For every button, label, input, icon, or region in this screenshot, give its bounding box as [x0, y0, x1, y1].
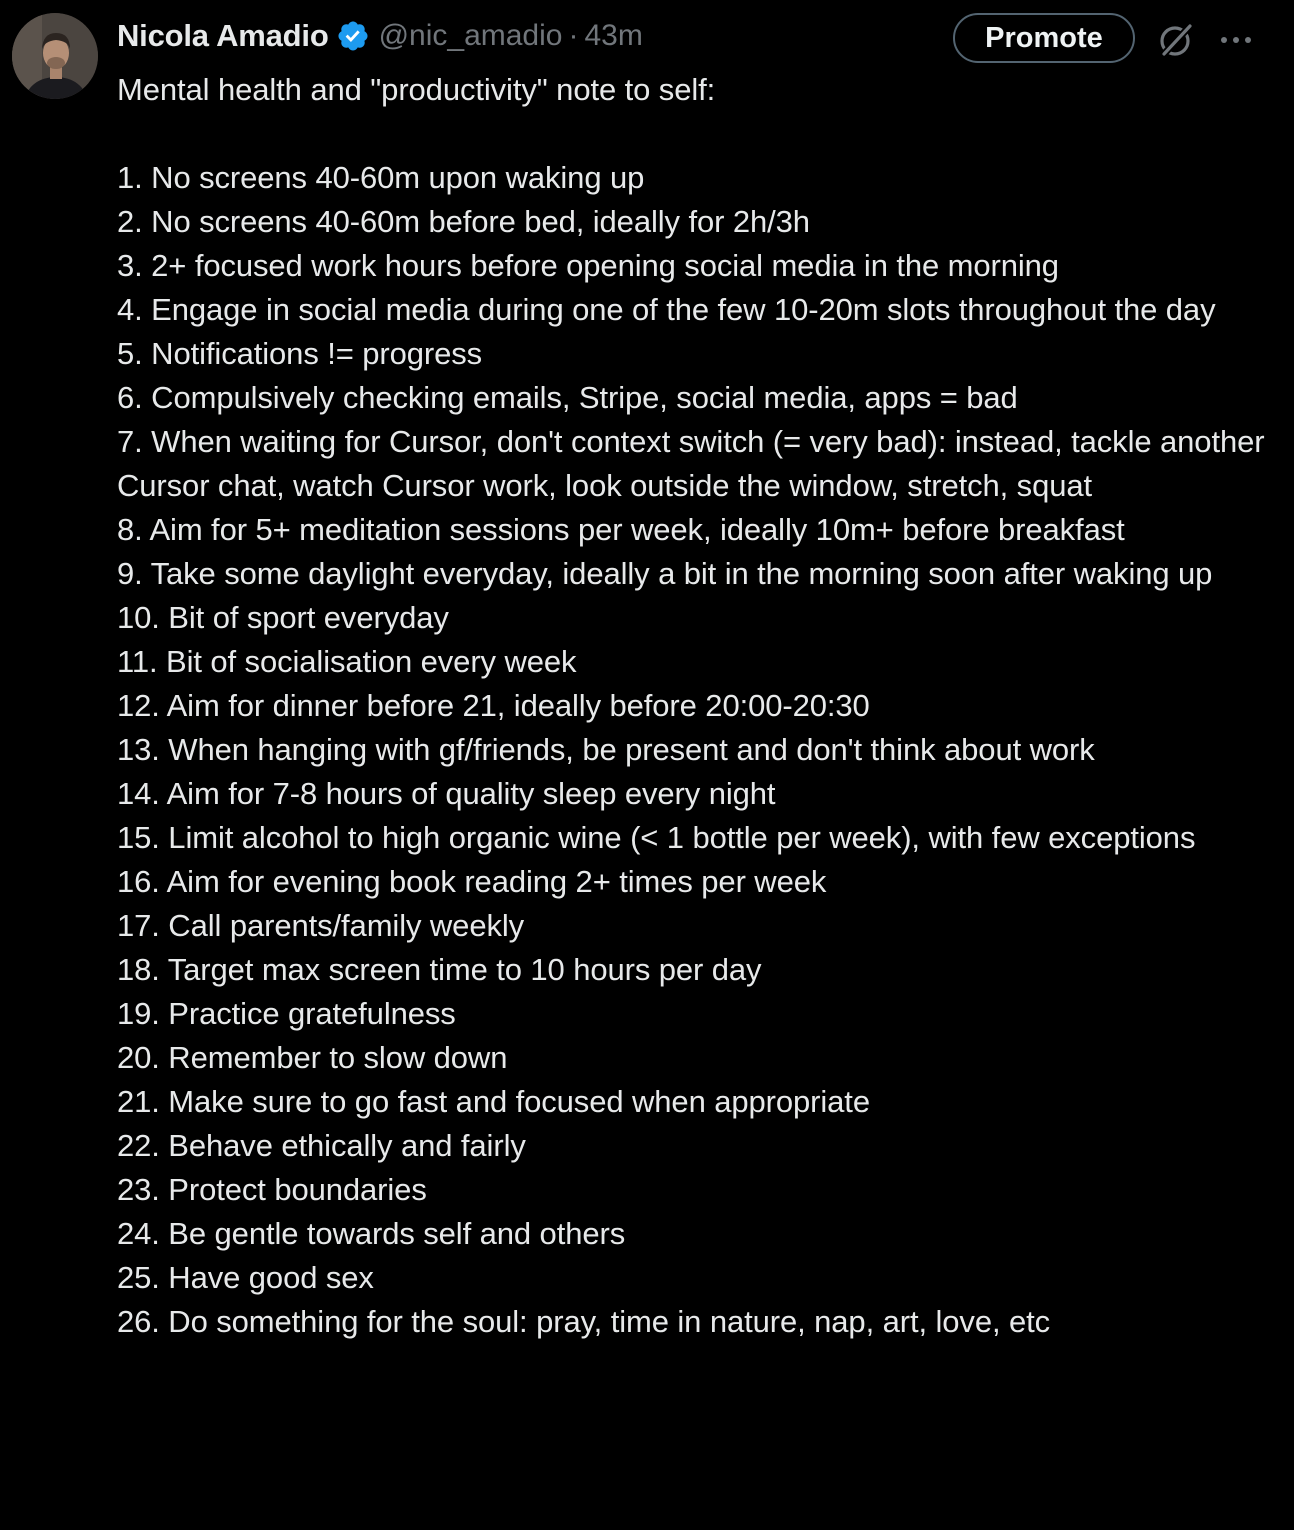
list-item: 9. Take some daylight everyday, ideally a bit in the morning soon after waking up: [117, 556, 1213, 591]
more-icon[interactable]: [1218, 22, 1254, 58]
note-list: [117, 156, 1277, 1344]
list-item: 19. Practice gratefulness: [117, 996, 456, 1031]
display-name[interactable]: Nicola Amadio: [117, 18, 329, 53]
user-handle[interactable]: @nic_amadio: [378, 19, 563, 52]
list-item: 22. Behave ethically and fairly: [117, 1128, 526, 1163]
list-item: 25. Have good sex: [117, 1260, 374, 1295]
grok-icon[interactable]: [1156, 20, 1196, 60]
list-item: 21. Make sure to go fast and focused when appropriate: [117, 1084, 870, 1119]
list-item: 12. Aim for dinner before 21, ideally before 20:00-20:30: [117, 688, 870, 723]
list-item: 8. Aim for 5+ meditation sessions per week, ideally 10m+ before breakfast: [117, 512, 1125, 547]
list-item: 1. No screens 40-60m upon waking up: [117, 160, 645, 195]
header-separator: ·: [568, 19, 579, 52]
list-item: 23. Protect boundaries: [117, 1172, 427, 1207]
list-item: 15. Limit alcohol to high organic wine (< 1 bottle per week), with few exceptions: [117, 820, 1196, 855]
tweet-header: [117, 14, 643, 58]
avatar[interactable]: [12, 13, 98, 99]
list-item: 3. 2+ focused work hours before opening social media in the morning: [117, 248, 1059, 283]
verified-badge-icon: [336, 19, 370, 53]
list-item: 13. When hanging with gf/friends, be present and don't think about work: [117, 732, 1095, 767]
list-item: 10. Bit of sport everyday: [117, 600, 449, 635]
list-item: 2. No screens 40-60m before bed, ideally for 2h/3h: [117, 204, 810, 239]
list-item: 11. Bit of socialisation every week: [117, 644, 577, 679]
tweet-text: [117, 68, 1277, 1344]
list-item: 20. Remember to slow down: [117, 1040, 508, 1075]
promote-button[interactable]: Promote: [953, 13, 1135, 63]
avatar-photo: [12, 13, 98, 99]
list-item: 7. When waiting for Cursor, don't context switch (= very bad): instead, tackle another Cursor chat, watch Cursor work, look outside the window, stretch, squat: [117, 424, 1265, 503]
list-item: 6. Compulsively checking emails, Stripe, social media, apps = bad: [117, 380, 1018, 415]
paragraph-spacer: [117, 112, 1277, 156]
list-item: 5. Notifications != progress: [117, 336, 483, 371]
list-item: 18. Target max screen time to 10 hours per day: [117, 952, 762, 987]
tweet-timestamp[interactable]: 43m: [584, 19, 643, 52]
list-item: 4. Engage in social media during one of the few 10-20m slots throughout the day: [117, 292, 1216, 327]
list-item: 14. Aim for 7-8 hours of quality sleep every night: [117, 776, 776, 811]
list-item: 24. Be gentle towards self and others: [117, 1216, 626, 1251]
tweet-intro: Mental health and "productivity" note to self:: [117, 72, 716, 107]
list-item: 16. Aim for evening book reading 2+ times per week: [117, 864, 827, 899]
list-item: 26. Do something for the soul: pray, time in nature, nap, art, love, etc: [117, 1304, 1051, 1339]
list-item: 17. Call parents/family weekly: [117, 908, 525, 943]
